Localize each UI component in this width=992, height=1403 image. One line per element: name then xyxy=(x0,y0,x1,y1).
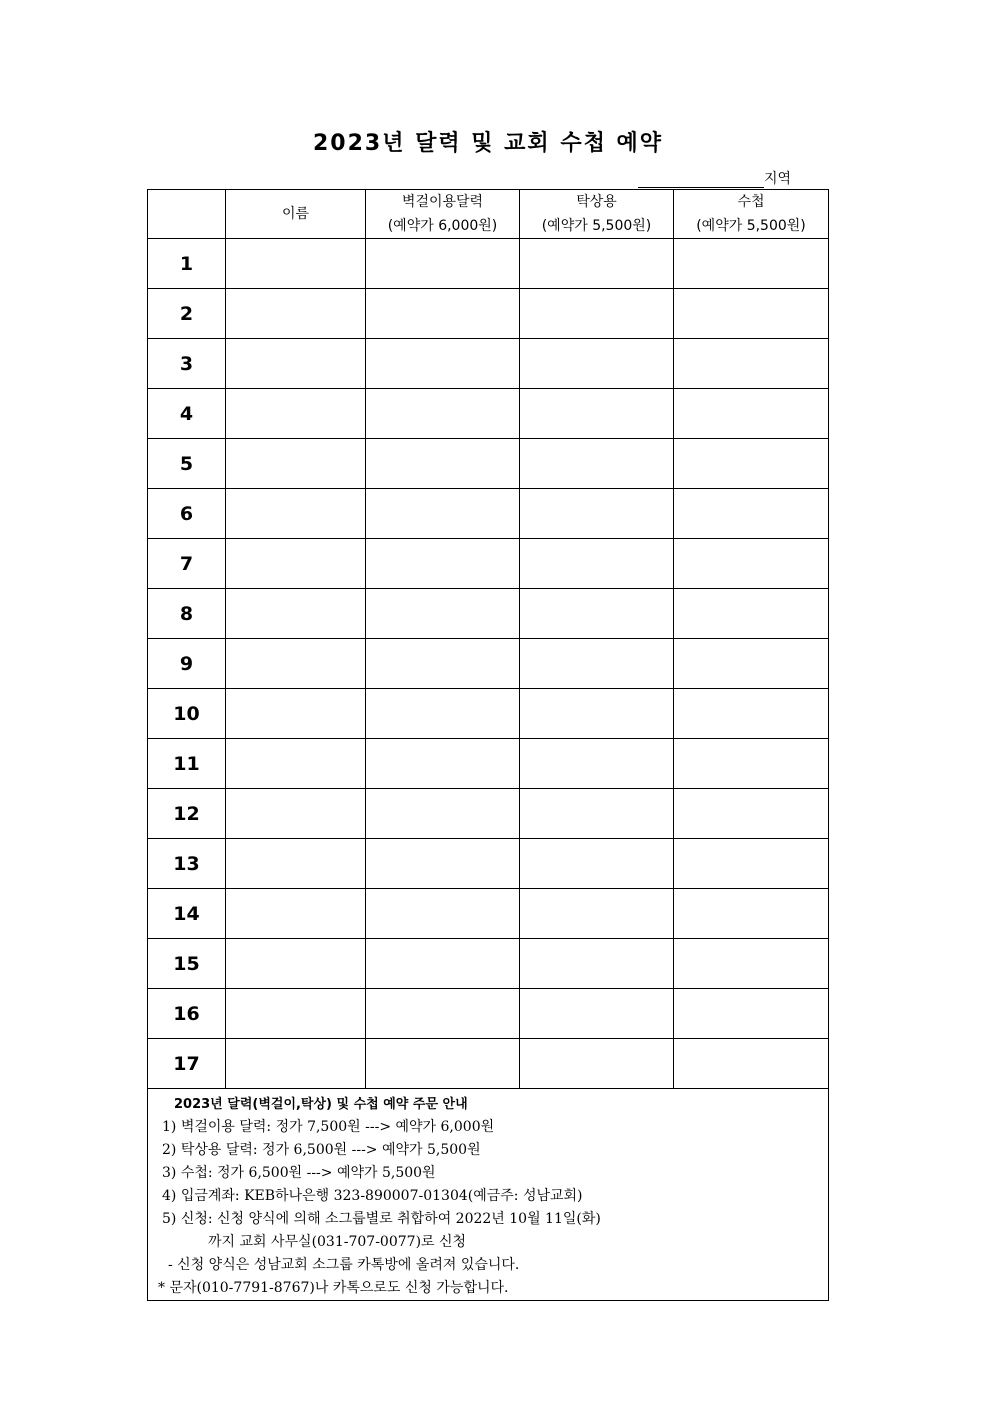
wall-calendar-cell[interactable] xyxy=(366,589,520,639)
table-row xyxy=(148,239,829,289)
desk-calendar-cell[interactable] xyxy=(520,489,674,539)
name-cell[interactable] xyxy=(226,389,366,439)
header-desk-calendar: 탁상용 (예약가 5,500원) xyxy=(520,190,674,239)
row-number: 14 xyxy=(148,889,226,939)
table-row xyxy=(148,739,829,789)
wall-calendar-cell[interactable] xyxy=(366,239,520,289)
wall-calendar-cell[interactable] xyxy=(366,539,520,589)
desk-calendar-cell[interactable] xyxy=(520,1039,674,1089)
desk-calendar-cell[interactable] xyxy=(520,939,674,989)
desk-calendar-cell[interactable] xyxy=(520,339,674,389)
name-cell[interactable] xyxy=(226,539,366,589)
name-cell[interactable] xyxy=(226,339,366,389)
name-cell[interactable] xyxy=(226,239,366,289)
desk-calendar-cell[interactable] xyxy=(520,689,674,739)
diary-cell[interactable] xyxy=(674,789,829,839)
diary-cell[interactable] xyxy=(674,539,829,589)
table-row xyxy=(148,439,829,489)
diary-cell[interactable] xyxy=(674,339,829,389)
row-number: 3 xyxy=(148,339,226,389)
table-row xyxy=(148,389,829,439)
diary-cell[interactable] xyxy=(674,239,829,289)
region-label: 지역 xyxy=(764,171,792,187)
notes-row xyxy=(148,1089,829,1301)
desk-calendar-cell[interactable] xyxy=(520,639,674,689)
name-cell[interactable] xyxy=(226,439,366,489)
name-cell[interactable] xyxy=(226,839,366,889)
header-number xyxy=(148,190,226,239)
notes-line: 1) 벽걸이용 달력: 정가 7,500원 ---> 예약가 6,000원 xyxy=(162,1119,495,1135)
row-number: 6 xyxy=(148,489,226,539)
row-number: 16 xyxy=(148,989,226,1039)
wall-calendar-cell[interactable] xyxy=(366,339,520,389)
diary-cell[interactable] xyxy=(674,439,829,489)
row-number: 5 xyxy=(148,439,226,489)
wall-calendar-cell[interactable] xyxy=(366,1039,520,1089)
notes-cell xyxy=(148,1089,829,1301)
page-title: 2023년 달력 및 교회 수첩 예약 xyxy=(312,131,664,156)
desk-calendar-cell[interactable] xyxy=(520,889,674,939)
notes-line: - 신청 양식은 성남교회 소그룹 카톡방에 올려져 있습니다. xyxy=(168,1257,520,1273)
diary-cell[interactable] xyxy=(674,939,829,989)
notes-line: * 문자(010-7791-8767)나 카톡으로도 신청 가능합니다. xyxy=(158,1280,509,1296)
desk-calendar-cell[interactable] xyxy=(520,239,674,289)
wall-calendar-cell[interactable] xyxy=(366,889,520,939)
wall-calendar-cell[interactable] xyxy=(366,739,520,789)
table-row xyxy=(148,539,829,589)
row-number: 17 xyxy=(148,1039,226,1089)
diary-cell[interactable] xyxy=(674,1039,829,1089)
row-number: 9 xyxy=(148,639,226,689)
desk-calendar-cell[interactable] xyxy=(520,739,674,789)
notes-line: 3) 수첩: 정가 6,500원 ---> 예약가 5,500원 xyxy=(162,1165,436,1181)
diary-cell[interactable] xyxy=(674,489,829,539)
row-number: 13 xyxy=(148,839,226,889)
table-row xyxy=(148,589,829,639)
table-row xyxy=(148,689,829,739)
diary-cell[interactable] xyxy=(674,289,829,339)
table-row xyxy=(148,889,829,939)
row-number: 4 xyxy=(148,389,226,439)
name-cell[interactable] xyxy=(226,939,366,989)
notes-line: 5) 신청: 신청 양식에 의해 소그룹별로 취합하여 2022년 10월 11일(화) xyxy=(162,1211,601,1227)
wall-calendar-cell[interactable] xyxy=(366,839,520,889)
row-number: 1 xyxy=(148,239,226,289)
row-number: 12 xyxy=(148,789,226,839)
region-field xyxy=(638,168,791,188)
wall-calendar-cell[interactable] xyxy=(366,689,520,739)
desk-calendar-cell[interactable] xyxy=(520,839,674,889)
table-row xyxy=(148,289,829,339)
table-row xyxy=(148,939,829,989)
wall-calendar-cell[interactable] xyxy=(366,939,520,989)
desk-calendar-cell[interactable] xyxy=(520,439,674,489)
name-cell[interactable] xyxy=(226,289,366,339)
diary-cell[interactable] xyxy=(674,389,829,439)
name-cell[interactable] xyxy=(226,889,366,939)
wall-calendar-cell[interactable] xyxy=(366,289,520,339)
diary-cell[interactable] xyxy=(674,839,829,889)
row-number: 2 xyxy=(148,289,226,339)
notes-line: 4) 입금계좌: KEB하나은행 323-890007-01304(예금주: 성남교회) xyxy=(162,1188,583,1204)
table-row xyxy=(148,1039,829,1089)
row-number: 11 xyxy=(148,739,226,789)
name-cell[interactable] xyxy=(226,1039,366,1089)
row-number: 8 xyxy=(148,589,226,639)
wall-calendar-cell[interactable] xyxy=(366,989,520,1039)
header-row xyxy=(148,190,829,239)
desk-calendar-cell[interactable] xyxy=(520,589,674,639)
header-wall-calendar: 벽걸이용달력 (예약가 6,000원) xyxy=(366,190,520,239)
header-name: 이름 xyxy=(226,190,366,239)
order-table xyxy=(147,189,829,1301)
table-row xyxy=(148,339,829,389)
notes-line: 까지 교회 사무실(031-707-0077)로 신청 xyxy=(208,1234,467,1250)
diary-cell[interactable] xyxy=(674,639,829,689)
notes-heading: 2023년 달력(벽걸이,탁상) 및 수첩 예약 주문 안내 xyxy=(174,1097,468,1112)
name-cell[interactable] xyxy=(226,689,366,739)
diary-cell[interactable] xyxy=(674,689,829,739)
table-row xyxy=(148,989,829,1039)
desk-calendar-cell[interactable] xyxy=(520,789,674,839)
name-cell[interactable] xyxy=(226,789,366,839)
wall-calendar-cell[interactable] xyxy=(366,489,520,539)
name-cell[interactable] xyxy=(226,589,366,639)
notes-line: 2) 탁상용 달력: 정가 6,500원 ---> 예약가 5,500원 xyxy=(162,1142,481,1158)
header-diary: 수첩 (예약가 5,500원) xyxy=(674,190,829,239)
row-number: 10 xyxy=(148,689,226,739)
desk-calendar-cell[interactable] xyxy=(520,989,674,1039)
diary-cell[interactable] xyxy=(674,989,829,1039)
desk-calendar-cell[interactable] xyxy=(520,389,674,439)
wall-calendar-cell[interactable] xyxy=(366,639,520,689)
desk-calendar-cell[interactable] xyxy=(520,539,674,589)
diary-cell[interactable] xyxy=(674,889,829,939)
name-cell[interactable] xyxy=(226,639,366,689)
table-row xyxy=(148,489,829,539)
diary-cell[interactable] xyxy=(674,589,829,639)
table-row xyxy=(148,839,829,889)
name-cell[interactable] xyxy=(226,489,366,539)
region-blank-line[interactable] xyxy=(638,171,764,188)
wall-calendar-cell[interactable] xyxy=(366,789,520,839)
name-cell[interactable] xyxy=(226,989,366,1039)
name-cell[interactable] xyxy=(226,739,366,789)
wall-calendar-cell[interactable] xyxy=(366,439,520,489)
desk-calendar-cell[interactable] xyxy=(520,289,674,339)
table-row xyxy=(148,789,829,839)
diary-cell[interactable] xyxy=(674,739,829,789)
row-number: 7 xyxy=(148,539,226,589)
row-number: 15 xyxy=(148,939,226,989)
wall-calendar-cell[interactable] xyxy=(366,389,520,439)
table-row xyxy=(148,639,829,689)
